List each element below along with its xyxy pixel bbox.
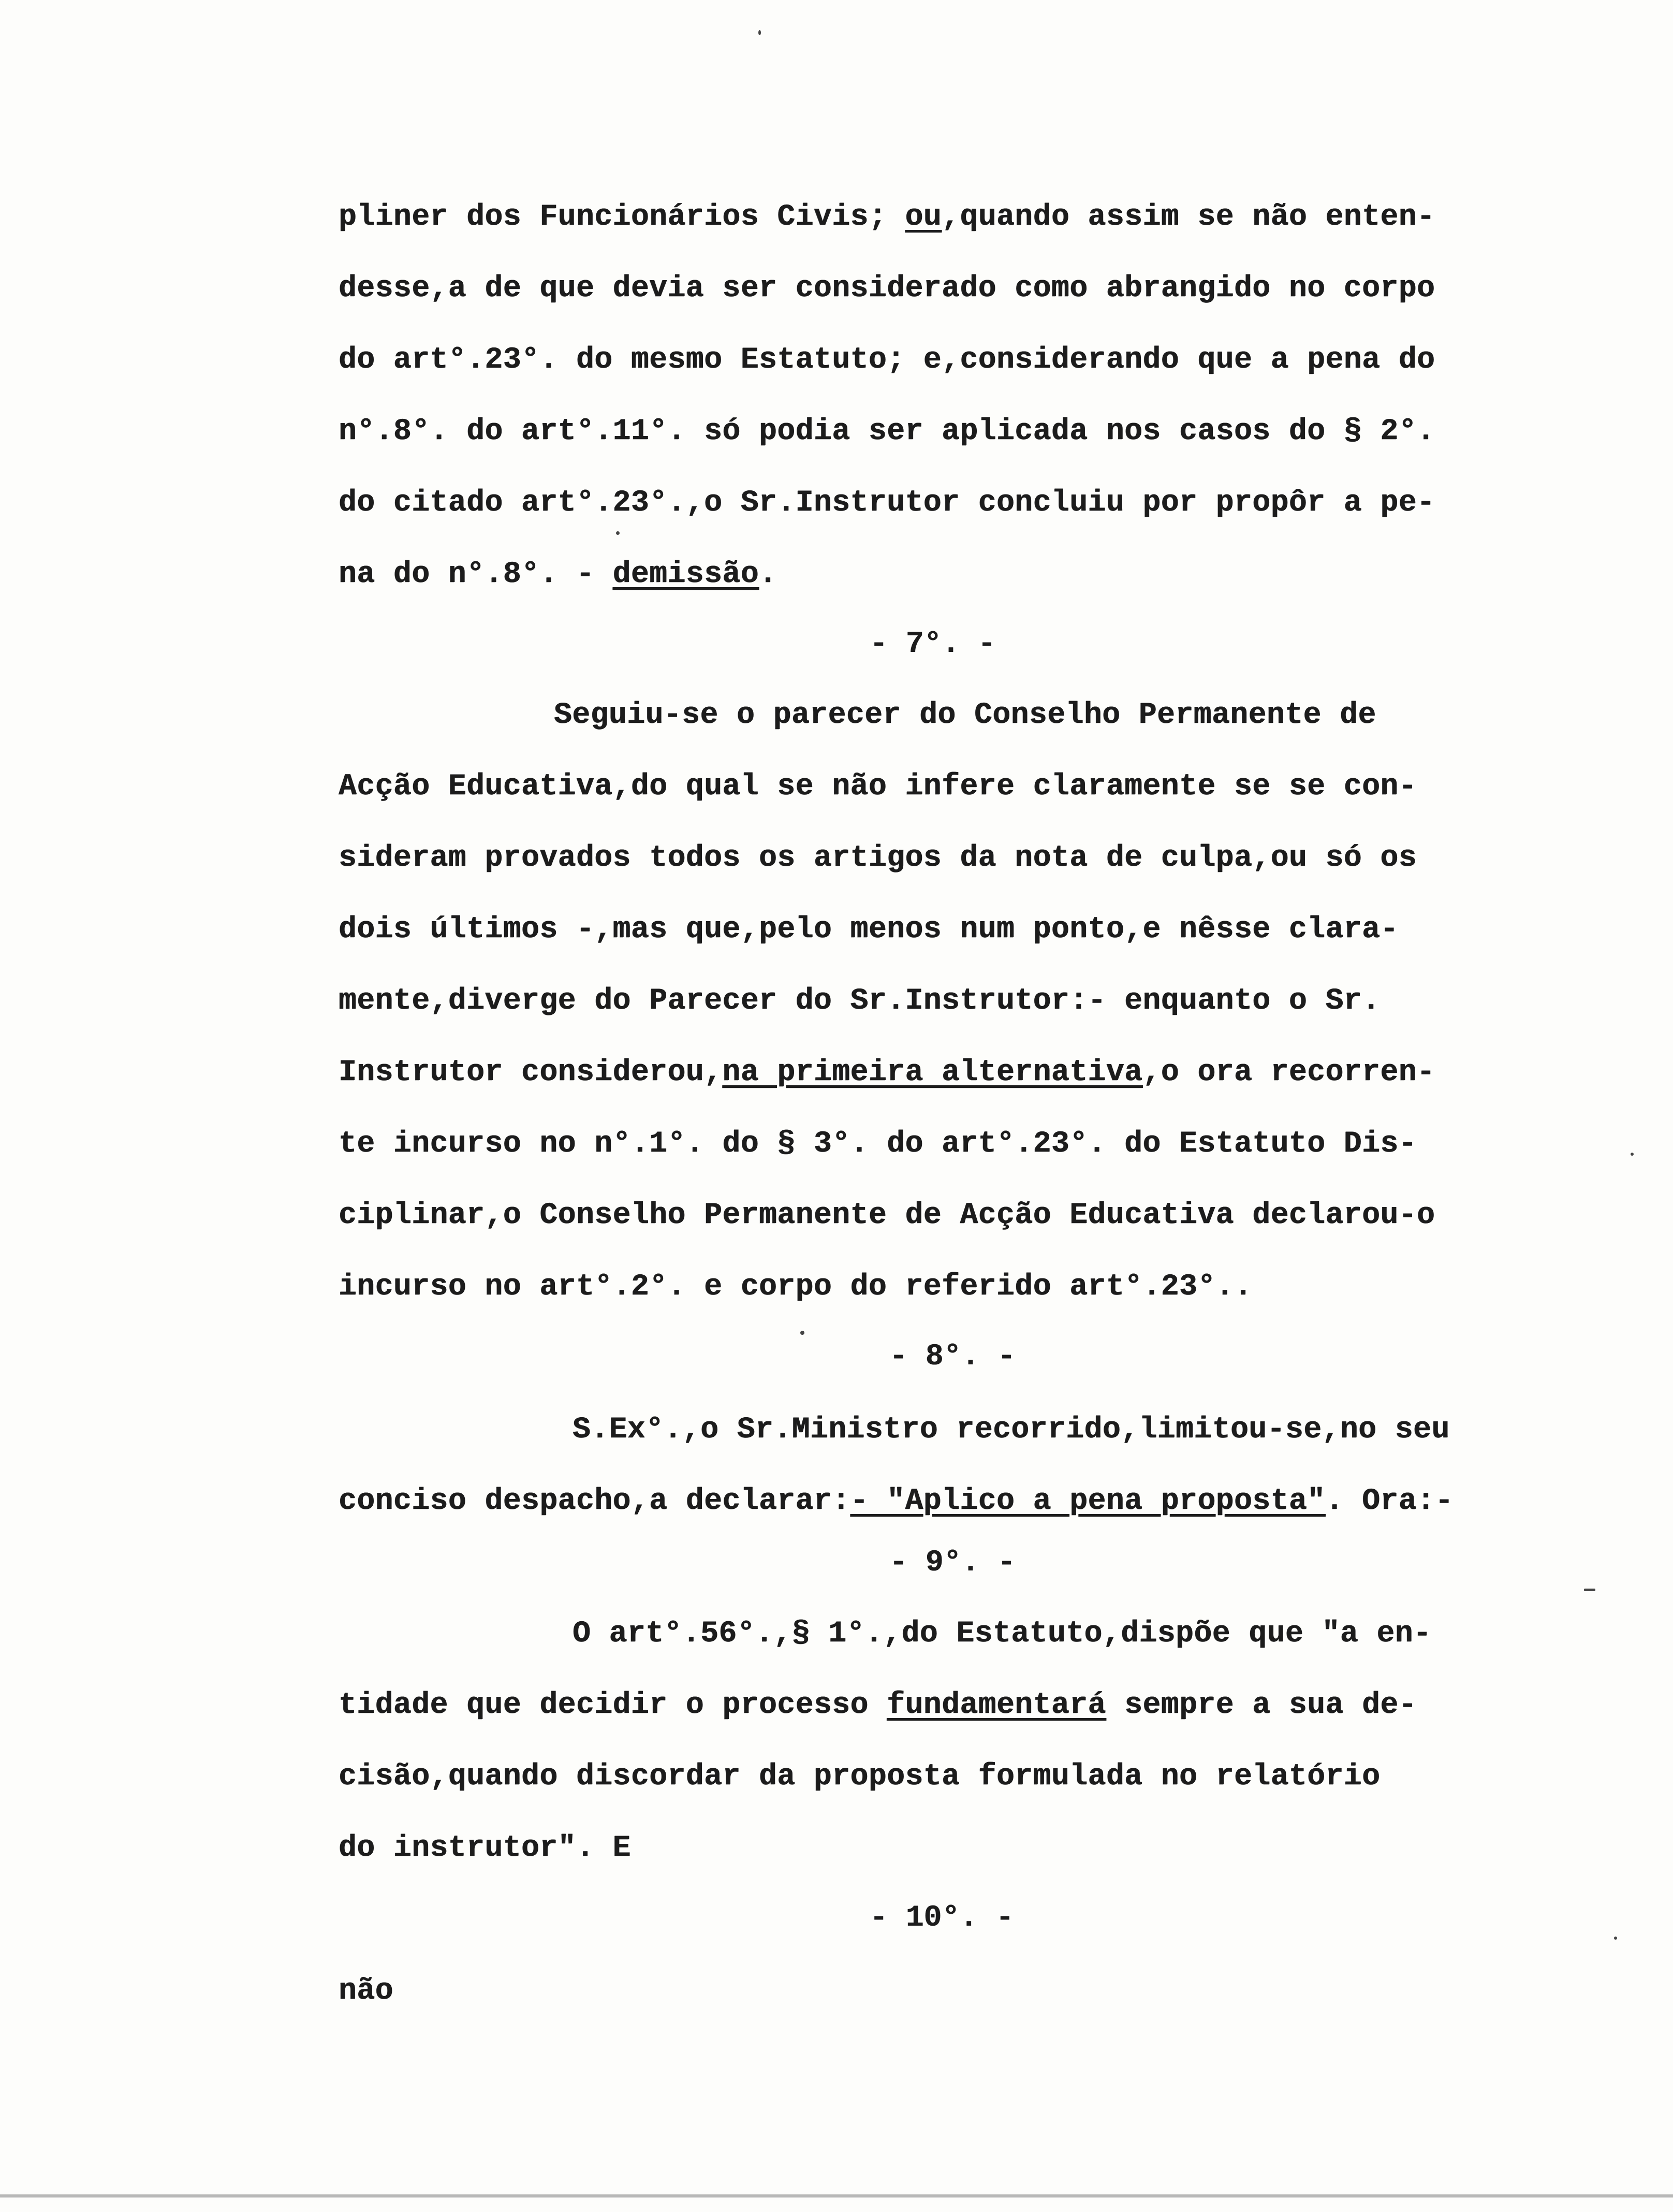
text-line	[339, 1054, 1435, 1092]
section-marker-7: - 7°. -	[870, 628, 996, 661]
scan-speck	[800, 1331, 804, 1335]
text-line	[339, 556, 777, 593]
text-segment: ,o ora recorren-	[1142, 1056, 1435, 1089]
scan-speck	[616, 531, 620, 535]
section-marker-10: - 10°. -	[870, 1901, 1014, 1935]
text-segment: na do n°.8°. -	[339, 558, 613, 591]
text-line: cisão,quando discordar da proposta formulada no relatório	[339, 1760, 1381, 1794]
text-line: dois últimos -,mas que,pelo menos num ponto,e nêsse clara-	[339, 913, 1399, 947]
section-marker-8: - 8°. -	[889, 1340, 1016, 1374]
text-line	[339, 1687, 1417, 1724]
text-line: n°.8°. do art°.11°. só podia ser aplicada nos casos do § 2°.	[339, 415, 1435, 448]
text-line	[339, 199, 1435, 236]
underlined-word: ou	[905, 200, 942, 234]
text-segment: ,quando assim se não enten-	[942, 200, 1435, 234]
text-line: mente,diverge do Parecer do Sr.Instrutor:- enquanto o Sr.	[339, 984, 1381, 1018]
section-marker-9: - 9°. -	[889, 1546, 1016, 1580]
text-line: te incurso no n°.1°. do § 3°. do art°.23°. do Estatuto Dis-	[339, 1127, 1417, 1161]
text-line: do art°.23°. do mesmo Estatuto; e,considerando que a pena do	[339, 343, 1435, 377]
text-segment: sempre a sua de-	[1106, 1689, 1417, 1722]
text-segment: pliner dos Funcionários Civis;	[339, 200, 905, 234]
text-segment: Instrutor considerou,	[339, 1056, 723, 1089]
text-line: sideram provados todos os artigos da nota de culpa,ou só os	[339, 841, 1417, 875]
text-line: do citado art°.23°.,o Sr.Instrutor concluiu por propôr a pe-	[339, 486, 1435, 520]
scan-speck	[1584, 1589, 1595, 1591]
text-line	[339, 1483, 1454, 1520]
scan-speck	[1631, 1153, 1634, 1156]
text-line: Seguiu-se o parecer do Conselho Permanente de	[554, 698, 1376, 732]
scan-speck	[1614, 1937, 1617, 1940]
text-line: do instrutor". E	[339, 1831, 631, 1865]
catchword: não	[339, 1974, 393, 2008]
text-line: Acção Educativa,do qual se não infere claramente se se con-	[339, 770, 1417, 804]
underlined-word: fundamentará	[887, 1689, 1106, 1722]
text-segment: tidade que decidir o processo	[339, 1689, 887, 1722]
text-line: ciplinar,o Conselho Permanente de Acção Educativa declarou-o	[339, 1199, 1435, 1232]
scan-edge-line	[0, 2194, 1673, 2198]
text-line: S.Ex°.,o Sr.Ministro recorrido,limitou-se,no seu	[573, 1413, 1450, 1447]
underlined-word: demissão	[612, 558, 759, 591]
underlined-phrase: - "Aplico a pena proposta"	[850, 1485, 1326, 1518]
text-segment: . Ora:-	[1325, 1485, 1454, 1518]
text-line: incurso no art°.2°. e corpo do referido art°.23°..	[339, 1270, 1253, 1304]
underlined-phrase: na primeira alternativa	[722, 1056, 1143, 1089]
text-line: O art°.56°.,§ 1°.,do Estatuto,dispõe que "a en-	[573, 1617, 1432, 1651]
scan-speck	[758, 30, 761, 35]
text-segment: conciso despacho,a declarar:	[339, 1485, 850, 1518]
text-segment: .	[759, 558, 777, 591]
text-line: desse,a de que devia ser considerado como abrangido no corpo	[339, 272, 1435, 305]
